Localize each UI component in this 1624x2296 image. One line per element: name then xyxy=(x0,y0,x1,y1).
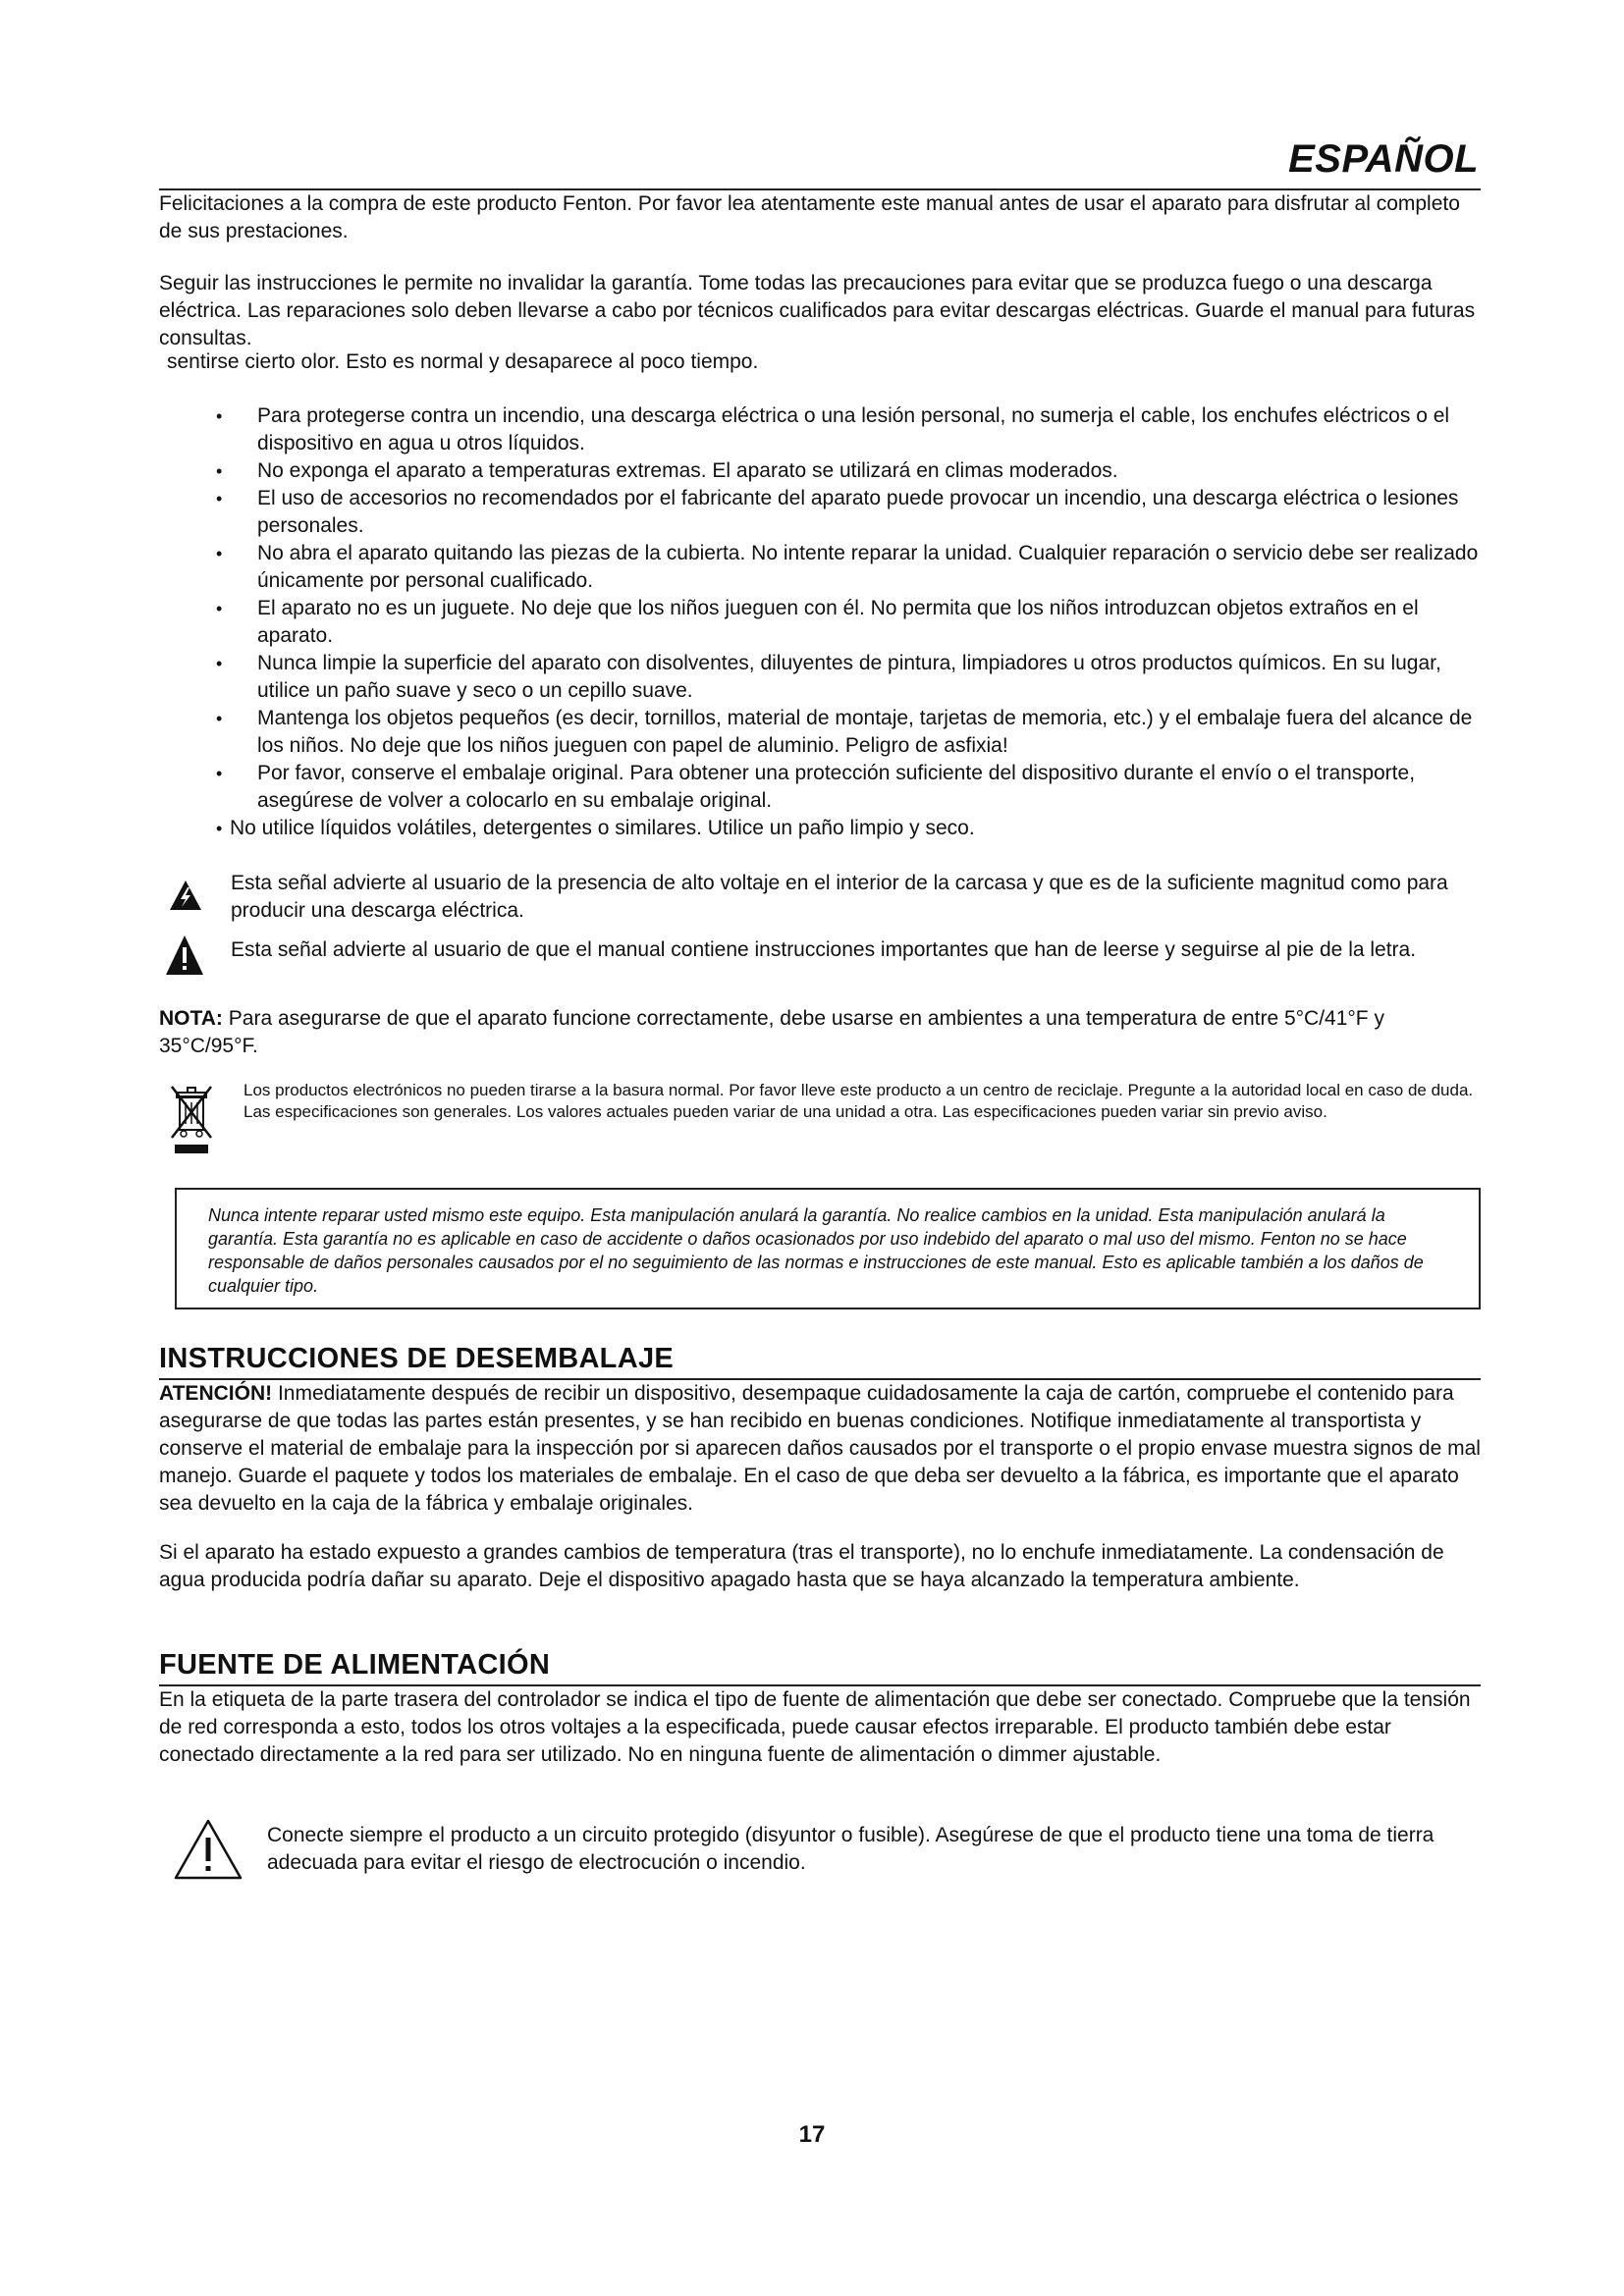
recycling-text: Los productos electrónicos no pueden tirarse a la basura normal. Por favor lleve este producto a un centro de reciclaje. Pregunte a la autoridad local en caso de duda. Las especificaciones son generales. Los valores actuales pueden variar de una unidad a otra. Las especificaciones pueden variar sin previo aviso. xyxy=(244,1081,1474,1121)
disclaimer-box xyxy=(175,1188,1481,1309)
high-voltage-warning-icon xyxy=(169,879,202,912)
note-label: NOTA: xyxy=(159,1007,223,1030)
power-warning-text: Conecte siempre el producto a un circuito protegido (disyuntor o fusible). Asegúrese de que el producto tiene una toma de tierra adecuada para evitar el riesgo de electrocución o incendio. xyxy=(267,1824,1435,1874)
list-item: • No abra el aparato quitando las piezas de la cubierta. No intente reparar la unidad. Cualquier reparación o servicio debe ser realizado únicamente por personal cualificado. xyxy=(167,540,1483,595)
note-paragraph xyxy=(159,1005,1481,1060)
power-heading: FUENTE DE ALIMENTACIÓN xyxy=(159,1649,551,1681)
voltage-warning-text: Esta señal advierte al usuario de la presencia de alto voltaje en el interior de la carcasa y que es de la suficiente magnitud como para producir una descarga eléctrica. xyxy=(231,872,1448,922)
list-item: • No exponga el aparato a temperaturas extremas. El aparato se utilizará en climas moderados. xyxy=(167,457,1483,485)
intro-paragraph-1: Felicitaciones a la compra de este producto Fenton. Por favor lea atentamente este manual antes de usar el aparato para disfrutar al completo de sus prestaciones. xyxy=(159,192,1460,242)
caution-triangle-icon xyxy=(173,1818,244,1881)
unpacking-text: Inmediatamente después de recibir un dispositivo, desempaque cuidadosamente la caja de cartón, compruebe el contenido para asegurarse de que todas las partes están presentes, y se han recibido en buenas condiciones. Notifique inmediatamente al transportista y conserve el material de embalaje para la inspección por si aparecen daños causados por el transporte o el propio envase muestra signos de mal manejo. Guarde el paquete y todos los materiales de embalaje. En el caso de que deba ser devuelto a la fábrica, es importante que el aparato sea devuelto en la caja de la fábrica y embalaje originales. xyxy=(159,1382,1481,1515)
list-item: • El aparato no es un juguete. No deje que los niños jueguen con él. No permita que los niños introduzcan objetos extraños en el aparato. xyxy=(167,595,1483,650)
power-paragraph: En la etiqueta de la parte trasera del controlador se indica el tipo de fuente de alimentación que debe ser conectado. Compruebe que la tensión de red corresponda a esto, todos los otros voltajes a la especificada, puede causar efectos irreparable. El producto también debe estar conectado directamente a la red para ser utilizado. No en ninguna fuente de alimentación o dimmer ajustable. xyxy=(159,1688,1471,1766)
attention-label: ATENCIÓN! xyxy=(159,1382,273,1405)
list-item: • No utilice líquidos volátiles, detergentes o similares. Utilice un paño limpio y seco. xyxy=(167,815,1483,842)
list-item: • Por favor, conserve el embalaje original. Para obtener una protección suficiente del dispositivo durante el envío o el transporte, asegúrese de volver a colocarlo en su embalaje original. xyxy=(167,760,1483,815)
disclaimer-text: Nunca intente reparar usted mismo este equipo. Esta manipulación anulará la garantía. No realice cambios en la unidad. Esta manipulación anulará la garantía. Esta garantía no es aplicable en caso de accidente o daños ocasionados por uso indebido del aparato o mal uso del mismo. Fenton no se hace responsable de daños personales causados por el no seguimiento de las normas e instrucciones de este manual. Esto es aplicable también a los daños de cualquier tipo. xyxy=(208,1205,1424,1296)
unpacking-heading: INSTRUCCIONES DE DESEMBALAJE xyxy=(159,1343,675,1374)
list-item: • Mantenga los objetos pequeños (es decir, tornillos, material de montaje, tarjetas de memoria, etc.) y el embalaje fuera del alcance de los niños. No deje que los niños jueguen con papel de aluminio. Peligro de asfixia! xyxy=(167,705,1483,760)
weee-crossed-bin-icon xyxy=(167,1083,216,1155)
intro-paragraph-3: sentirse cierto olor. Esto es normal y desaparece al poco tiempo. xyxy=(167,350,759,373)
exclamation-warning-icon xyxy=(165,934,204,976)
safety-bullet-list xyxy=(167,402,1483,842)
language-title: ESPAÑOL xyxy=(1288,137,1479,181)
note-text: Para asegurarse de que el aparato funcione correctamente, debe usarse en ambientes a una temperatura de entre 5°C/41°F y 35°C/95°F. xyxy=(159,1007,1384,1057)
unpacking-paragraph-1 xyxy=(159,1380,1481,1518)
list-item: • Para protegerse contra un incendio, una descarga eléctrica o una lesión personal, no sumerja el cable, los enchufes eléctricos o el dispositivo en agua u otros líquidos. xyxy=(167,402,1483,457)
list-item: • El uso de accesorios no recomendados por el fabricante del aparato puede provocar un incendio, una descarga eléctrica o lesiones personales. xyxy=(167,485,1483,540)
page-number: 17 xyxy=(798,2121,826,2148)
manual-warning-text: Esta señal advierte al usuario de que el manual contiene instrucciones importantes que han de leerse y seguirse al pie de la letra. xyxy=(231,938,1417,961)
unpacking-paragraph-2: Si el aparato ha estado expuesto a grandes cambios de temperatura (tras el transporte), no lo enchufe inmediatamente. La condensación de agua producida podría dañar su aparato. Deje el dispositivo apagado hasta que se haya alcanzado la temperatura ambiente. xyxy=(159,1541,1444,1591)
intro-paragraph-2: Seguir las instrucciones le permite no invalidar la garantía. Tome todas las precauciones para evitar que se produzca fuego o una descarga eléctrica. Las reparaciones solo deben llevarse a cabo por técnicos cualificados para evitar descargas eléctricas. Guarde el manual para futuras consultas. xyxy=(159,272,1476,349)
list-item: • Nunca limpie la superficie del aparato con disolventes, diluyentes de pintura, limpiadores u otros productos químicos. En su lugar, utilice un paño suave y seco o un cepillo suave. xyxy=(167,650,1483,705)
